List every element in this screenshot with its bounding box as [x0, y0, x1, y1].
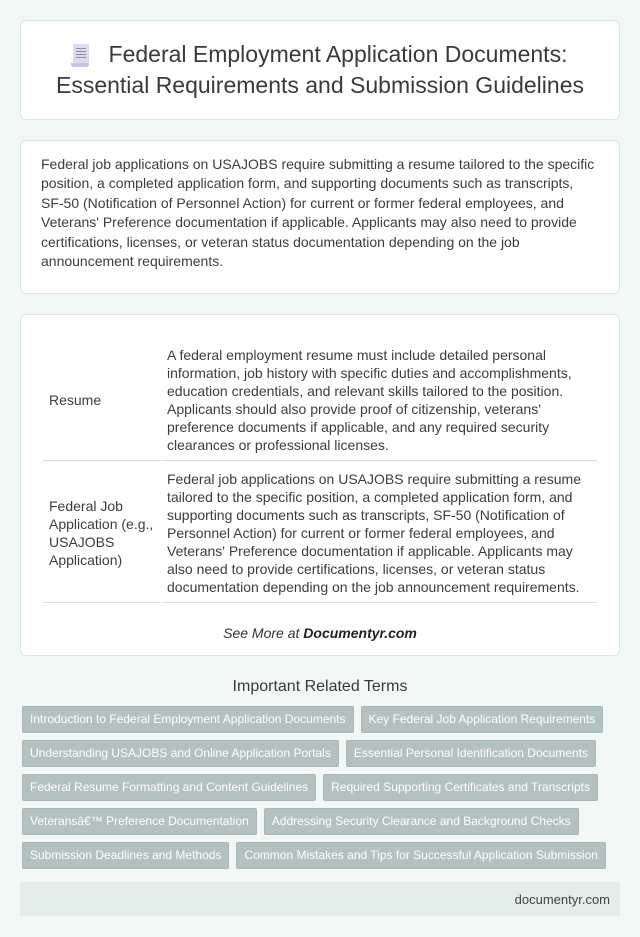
related-terms-section	[20, 678, 620, 869]
related-terms-heading: Important Related Terms	[232, 678, 408, 696]
row-label: Federal Job Application (e.g., USAJOBS Application)	[43, 461, 161, 603]
documents-table	[41, 337, 599, 603]
page-title	[41, 39, 599, 101]
related-term-tag[interactable]: Common Mistakes and Tips for Successful Application Submission	[236, 842, 606, 869]
related-term-tag[interactable]: Understanding USAJOBS and Online Application Portals	[22, 740, 339, 767]
related-term-tag[interactable]: Submission Deadlines and Methods	[22, 842, 229, 869]
intro-text: Federal job applications on USAJOBS require submitting a resume tailored to the specific position, a completed application form, and supporting documents such as transcripts, SF-50 (Notification of Personnel Action) for current or former federal employees, and Veterans' Preference documentation if applicable. Applicants may also need to provide certifications, licenses, or veteran status documentation depending on the job announcement requirements.	[41, 156, 595, 270]
related-term-tag[interactable]: Introduction to Federal Employment Application Documents	[22, 706, 354, 733]
footer	[20, 882, 620, 916]
title-card	[20, 20, 620, 120]
related-term-tag[interactable]: Addressing Security Clearance and Background Checks	[264, 808, 579, 835]
row-label: Resume	[43, 337, 161, 461]
document-icon	[73, 44, 89, 64]
row-description: Federal job applications on USAJOBS require submitting a resume tailored to the specific position, a completed application form, and supporting documents such as transcripts, SF-50 (Notification of Personnel Action) for current or former federal employees, and Veterans' Preference documentation if applicable. Applicants may also need to provide certifications, licenses, or veteran status documentation depending on the job announcement requirements.	[163, 461, 597, 603]
footer-site-link[interactable]: documentyr.com	[514, 891, 610, 907]
intro-card	[20, 140, 620, 294]
related-terms-list	[20, 706, 620, 869]
page-title-text: Federal Employment Application Documents: Essential Requirements and Submission Guidelines	[55, 41, 584, 98]
related-term-tag[interactable]: Essential Personal Identification Documents	[346, 740, 596, 767]
table-row	[43, 337, 597, 461]
see-more	[41, 625, 599, 641]
see-more-link[interactable]: Documentyr.com	[303, 625, 417, 642]
related-term-tag[interactable]: Federal Resume Formatting and Content Guidelines	[22, 774, 316, 801]
related-term-tag[interactable]: Required Supporting Certificates and Transcripts	[323, 774, 598, 801]
related-term-tag[interactable]: Key Federal Job Application Requirements	[361, 706, 604, 733]
related-term-tag[interactable]: Veteransâ€™ Preference Documentation	[22, 808, 257, 835]
see-more-prefix: See More at	[223, 625, 304, 642]
row-description: A federal employment resume must include detailed personal information, job history with specific duties and accomplishments, education credentials, and relevant skills tailored to the position. Applicants should also provide proof of citizenship, veterans' preference documents if applicable, and any required security clearances or professional licenses.	[163, 337, 597, 461]
table-row	[43, 461, 597, 603]
documents-table-card	[20, 314, 620, 656]
